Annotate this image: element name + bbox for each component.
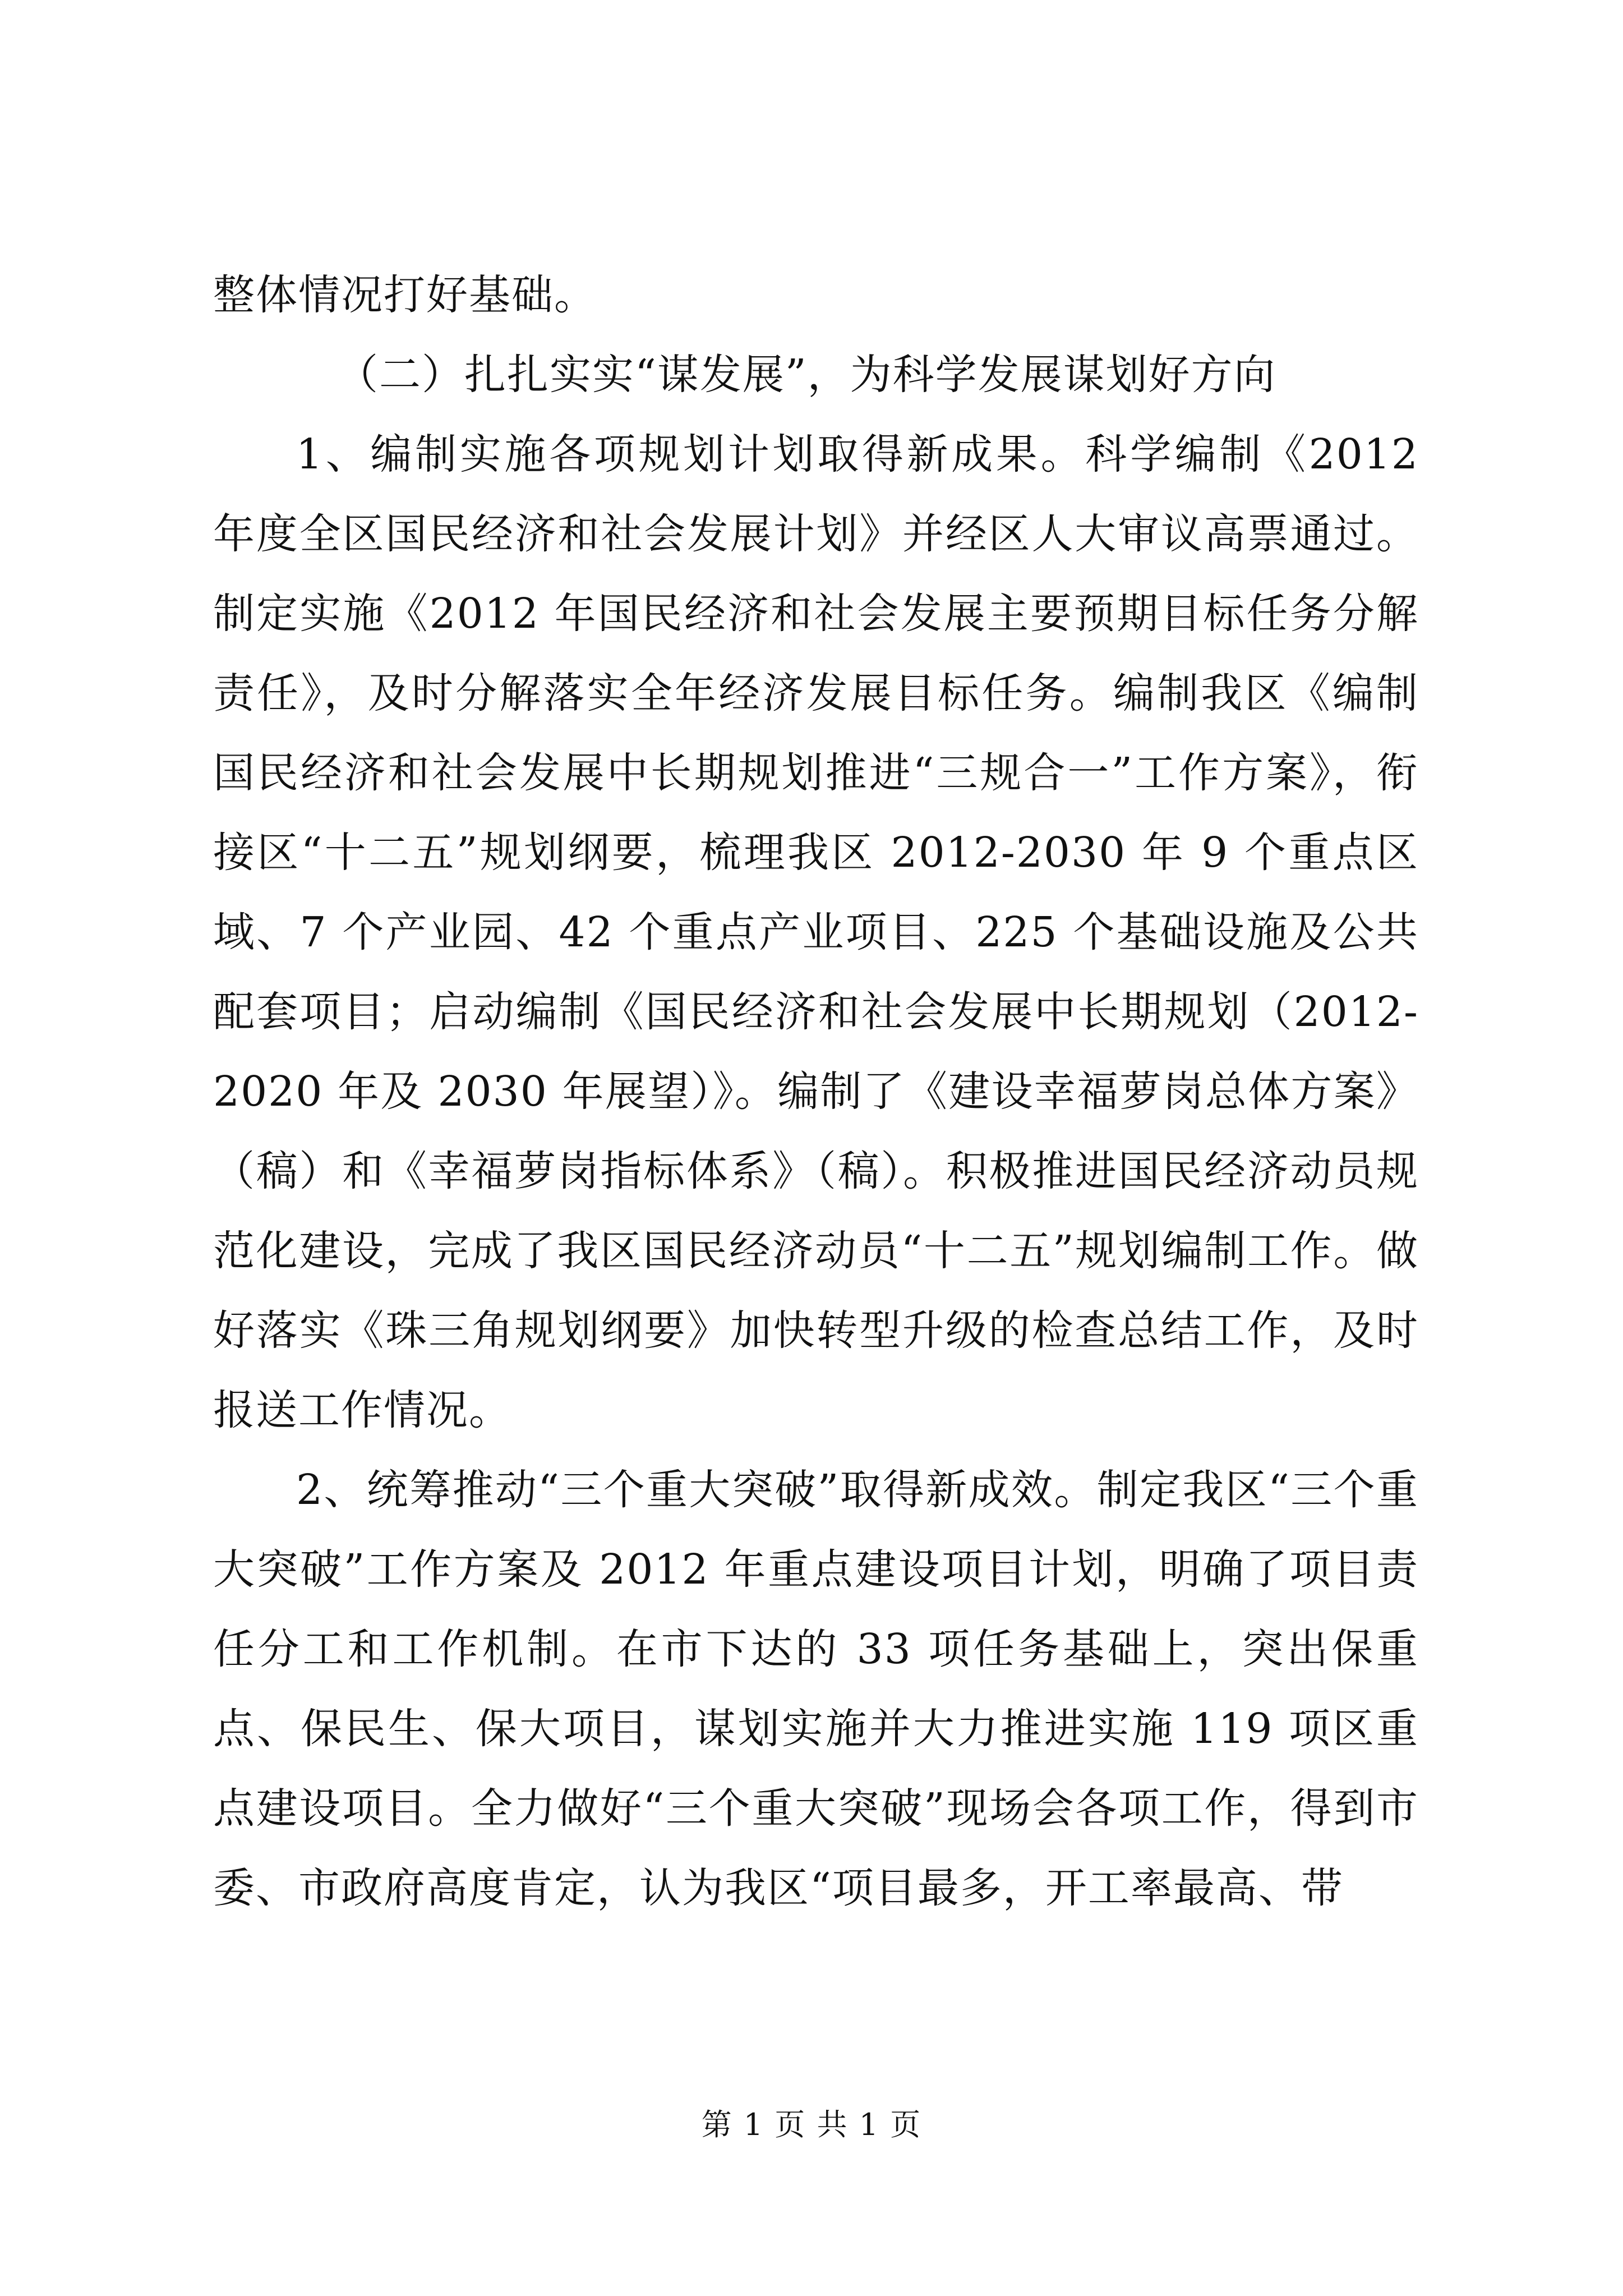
- paragraph-item-2: 2、统筹推动“三个重大突破”取得新成效。制定我区“三个重大突破”工作方案及 2012 年重点建设项目计划，明确了项目责任分工和工作机制。在市下达的 33 项任务基础上，突出保重点、保民生、保大项目，谋划实施并大力推进实施 119 项区重点建设项目。全力做好“三个重大突破”现场会各项工作，得到市委、市政府高度肯定，认为我区“项目最多，开工率最高、带: [213, 1466, 1419, 1912]
- paragraph-item-1: 1、编制实施各项规划计划取得新成果。科学编制《2012 年度全区国民经济和社会发展计划》并经区人大审议高票通过。制定实施《2012 年国民经济和社会发展主要预期目标任务分解责任》，及时分解落实全年经济发展目标任务。编制我区《编制国民经济和社会发展中长期规划推进“三规合一”工作方案》，衔接区“十二五”规划纲要，梳理我区 2012-2030 年 9 个重点区域、7 个产业园、42 个重点产业项目、225 个基础设施及公共配套项目；启动编制《国民经济和社会发展中长期规划（2012-2020 年及 2030 年展望）》。编制了《建设幸福萝岗总体方案》（稿）和《幸福萝岗指标体系》（稿）。积极推进国民经济动员规范化建设，完成了我区国民经济动员“十二五”规划编制工作。做好落实《珠三角规划纲要》加快转型升级的检查总结工作，及时报送工作情况。: [213, 430, 1419, 1434]
- paragraph-continuation: 整体情况打好基础。: [213, 271, 597, 319]
- page-footer: 第 1 页 共 1 页: [701, 2107, 922, 2142]
- section-heading: （二）扎扎实实“谋发展”，为科学发展谋划好方向: [336, 351, 1276, 399]
- document-body: [213, 255, 1419, 1928]
